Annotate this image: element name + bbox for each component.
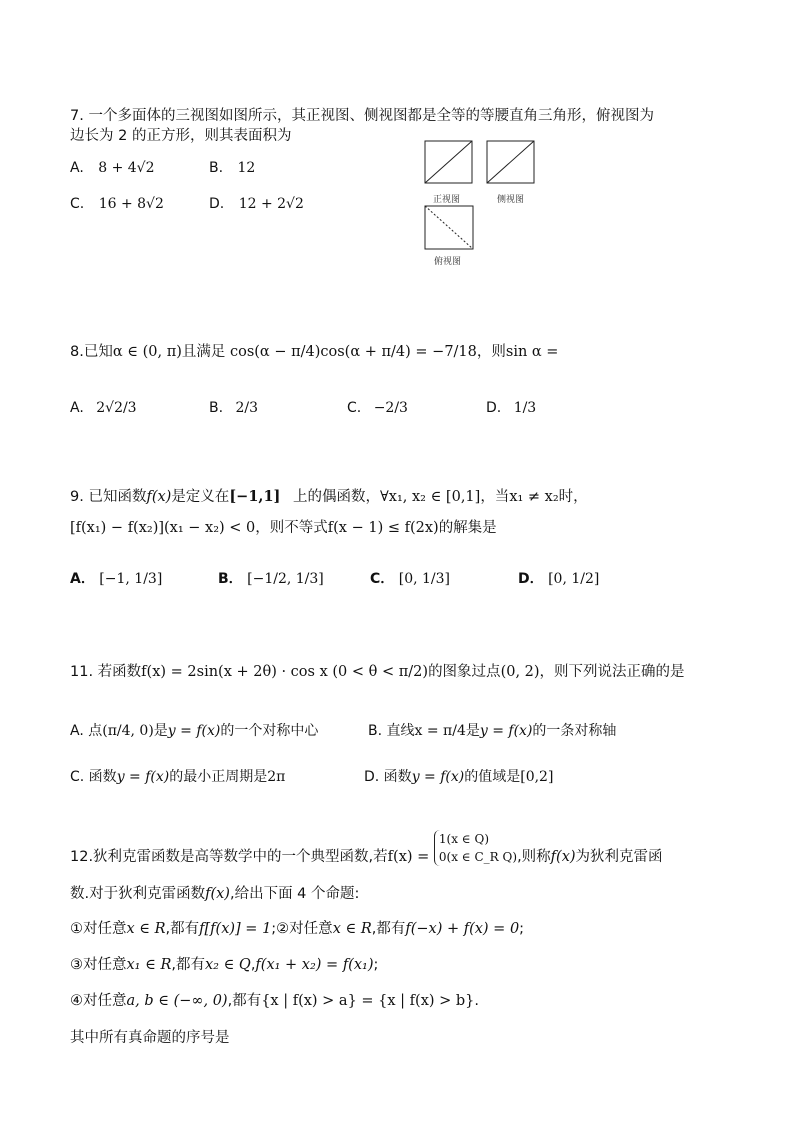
q8-option-a-value: 2√2/3 [96, 400, 137, 416]
q11-option-d-range: [0,2] [520, 769, 554, 785]
top-view-figure [425, 206, 473, 249]
q12-p1-d: f[f(x)] = 1 [199, 921, 272, 937]
q11-option-a-point: (π/4, 0) [102, 723, 154, 739]
q12-proposition-3 [70, 953, 378, 974]
q7-option-b-value: 12 [237, 160, 256, 176]
q9-forall: ∀x₁, x₂ ∈ [0,1] [380, 489, 481, 505]
q8-condition: cos(α − π/4)cos(α + π/4) = −7/18 [229, 344, 477, 360]
q11-function: f(x) = 2sin(x + 2θ) · cos x [141, 664, 328, 680]
q8-option-d[interactable] [486, 400, 536, 416]
q11-option-d-text-1: D. 函数 [364, 769, 412, 785]
q12-fx-def: f(x) = [387, 849, 430, 865]
q12-p1-i: ; [519, 921, 525, 937]
q12-p3-e: , [250, 957, 256, 973]
q9-option-b[interactable] [218, 568, 324, 588]
q11-option-c-text-2: 的最小正周期是 [169, 769, 268, 785]
q12-p3-g: ; [373, 957, 379, 973]
q11-theta-range: (0 < θ < π/2) [332, 664, 429, 680]
q9-text-6: ，则不等式 [255, 520, 328, 536]
q7-option-d[interactable] [209, 196, 304, 212]
q12-p3-f: f(x₁ + x₂) = f(x₁) [255, 957, 374, 973]
q7-option-a[interactable] [70, 160, 155, 176]
q11-option-a-text-3: 的一个对称中心 [220, 723, 319, 739]
q9-option-d-value: [0, 1/2] [548, 571, 600, 587]
q9-text-7: 的解集是 [438, 520, 497, 536]
q12-p3-d: x₂ ∈ Q [204, 957, 251, 973]
q8-stem-prefix: 8.已知 [70, 344, 113, 360]
q12-text-3: 为狄利克雷函 [575, 849, 663, 865]
q8-target: sin α = [505, 344, 559, 360]
front-view-figure [425, 141, 472, 183]
q11-option-c-period: 2π [267, 769, 286, 785]
q12-case-1: 1(x ∈ Q) [438, 832, 490, 846]
q9-option-a-value: [−1, 1/3] [99, 571, 163, 587]
q11-option-b-text-2: 是 [465, 723, 480, 739]
q12-text-4: 数.对于狄利克雷函数 [70, 886, 206, 902]
q9-monotone-condition: [f(x₁) − f(x₂)](x₁ − x₂) < 0 [70, 520, 256, 536]
q7-option-b[interactable] [209, 160, 255, 176]
side-view-figure [487, 141, 534, 183]
q9-option-c-value: [0, 1/3] [398, 571, 450, 587]
q12-p4-e: . [474, 993, 480, 1009]
q12-stem-line2 [70, 882, 359, 903]
q7-option-a-value: 8 + 4√2 [98, 160, 155, 176]
q9-stem-line1 [70, 485, 588, 506]
q7-option-c-value: 16 + 8√2 [98, 196, 164, 212]
q8-option-b-label: B. [209, 400, 224, 416]
q9-text-1: 9. 已知函数 [70, 489, 147, 505]
q11-option-b[interactable] [368, 720, 616, 740]
q11-option-c-text-1: C. 函数 [70, 769, 117, 785]
q9-domain: [−1,1] [229, 488, 281, 505]
q11-option-a[interactable] [70, 720, 318, 740]
q8-option-b-value: 2/3 [235, 400, 259, 416]
q12-p1-a: ①对任意 [70, 921, 127, 937]
q9-option-a-label: A． [70, 571, 95, 587]
top-view-caption: 俯视图 [434, 257, 462, 267]
q9-neq: x₁ ≠ x₂ [509, 489, 559, 505]
q12-text-5: ,给出下面 4 个命题: [229, 886, 360, 902]
q8-option-b[interactable] [209, 400, 258, 416]
q9-text-4: ，当 [480, 489, 510, 505]
q12-p1-g: ,都有 [371, 921, 406, 937]
q12-p3-b: x₁ ∈ R [126, 957, 172, 973]
q8-stem-mid: 且满足 [181, 344, 226, 360]
q11-option-d-func: y = f(x) [411, 769, 465, 785]
q12-closing: 其中所有真命题的序号是 [70, 1030, 230, 1046]
q11-point: (0, 2) [500, 664, 540, 680]
q12-proposition-4 [70, 989, 479, 1010]
q7-option-c-label: C. [70, 196, 85, 212]
q11-option-c-func: y = f(x) [116, 769, 170, 785]
q7-option-b-label: B. [209, 160, 224, 176]
q8-alpha-range: α ∈ (0, π) [112, 344, 182, 360]
q12-fx-2: f(x) [205, 886, 230, 902]
q8-option-a[interactable] [70, 400, 137, 416]
q7-option-d-label: D. [209, 196, 225, 212]
q11-option-a-text-2: 是 [153, 723, 168, 739]
q11-option-c[interactable] [70, 766, 285, 786]
q11-text-3: ，则下列说法正确的是 [539, 664, 685, 680]
q12-p1-e: ;②对任意 [271, 921, 333, 937]
q12-text-1: 12.狄利克雷函数是高等数学中的一个典型函数,若 [70, 849, 388, 865]
q9-text-3: 上的偶函数， [293, 489, 381, 505]
q12-proposition-1-2 [70, 917, 524, 938]
q11-option-d-text-2: 的值域是 [464, 769, 521, 785]
q12-p1-c: ,都有 [165, 921, 200, 937]
q9-stem-line2 [70, 516, 497, 537]
q9-option-b-label: B． [218, 571, 243, 587]
q9-text-5: 时， [558, 489, 588, 505]
q9-text-2: 是定义在 [171, 489, 230, 505]
q12-p1-f: x ∈ R [332, 921, 372, 937]
q9-inequality: f(x − 1) ≤ f(2x) [327, 520, 439, 536]
q12-piecewise [434, 830, 517, 866]
q9-option-b-value: [−1/2, 1/3] [247, 571, 324, 587]
q12-p4-a: ④对任意 [70, 993, 127, 1009]
front-view-caption: 正视图 [433, 195, 461, 205]
q12-p4-d: {x | f(x) > a} = {x | f(x) > b} [261, 993, 475, 1009]
q7-stem-line1: 7. 一个多面体的三视图如图所示，其正视图、侧视图都是全等的等腰直角三角形，俯视图为 [70, 108, 654, 124]
q12-p1-h: f(−x) + f(x) = 0 [405, 921, 520, 937]
q8-option-c-label: C. [347, 400, 362, 416]
q11-option-b-text-3: 的一条对称轴 [532, 723, 617, 739]
q12-p1-b: x ∈ R [126, 921, 166, 937]
q12-text-2: ,则称 [517, 849, 551, 865]
q12-p3-c: ,都有 [171, 957, 205, 973]
q11-text-1: 11. 若函数 [70, 664, 142, 680]
q9-option-c-label: C． [370, 571, 395, 587]
q9-option-d[interactable] [518, 568, 599, 588]
q12-p4-c: ,都有 [227, 993, 262, 1009]
q8-option-c[interactable] [347, 400, 408, 416]
q9-option-d-label: D． [518, 571, 544, 587]
q12-p4-b: a, b ∈ (−∞, 0) [126, 993, 228, 1009]
q7-stem-line2: 边长为 2 的正方形，则其表面积为 [70, 128, 292, 144]
q11-option-b-func: y = f(x) [479, 723, 533, 739]
q12-p3-a: ③对任意 [70, 957, 127, 973]
q11-text-2: 的图象过点 [428, 664, 501, 680]
q7-option-d-value: 12 + 2√2 [238, 196, 304, 212]
q9-fx: f(x) [146, 489, 172, 505]
q7-option-c[interactable] [70, 196, 164, 212]
side-view-caption: 侧视图 [497, 195, 525, 205]
q8-stem [70, 340, 558, 361]
q12-case-2: 0(x ∈ C_R Q) [438, 850, 518, 864]
q8-option-c-value: −2/3 [373, 400, 408, 416]
q11-option-a-func: y = f(x) [167, 723, 221, 739]
q8-option-a-label: A. [70, 400, 84, 416]
q9-option-c[interactable] [370, 568, 450, 588]
q8-option-d-value: 1/3 [513, 400, 537, 416]
q11-stem [70, 660, 685, 681]
q11-option-d[interactable] [364, 766, 553, 786]
q11-option-a-text-1: A. 点 [70, 723, 103, 739]
q11-option-b-line: x = π/4 [414, 723, 466, 739]
q9-option-a[interactable] [70, 568, 162, 588]
q8-stem-then: ，则 [476, 344, 506, 360]
q11-option-b-text-1: B. 直线 [368, 723, 415, 739]
q8-option-d-label: D. [486, 400, 502, 416]
q7-option-a-label: A. [70, 160, 84, 176]
q12-fx-1: f(x) [550, 849, 576, 865]
q12-stem-line1 [70, 832, 663, 866]
